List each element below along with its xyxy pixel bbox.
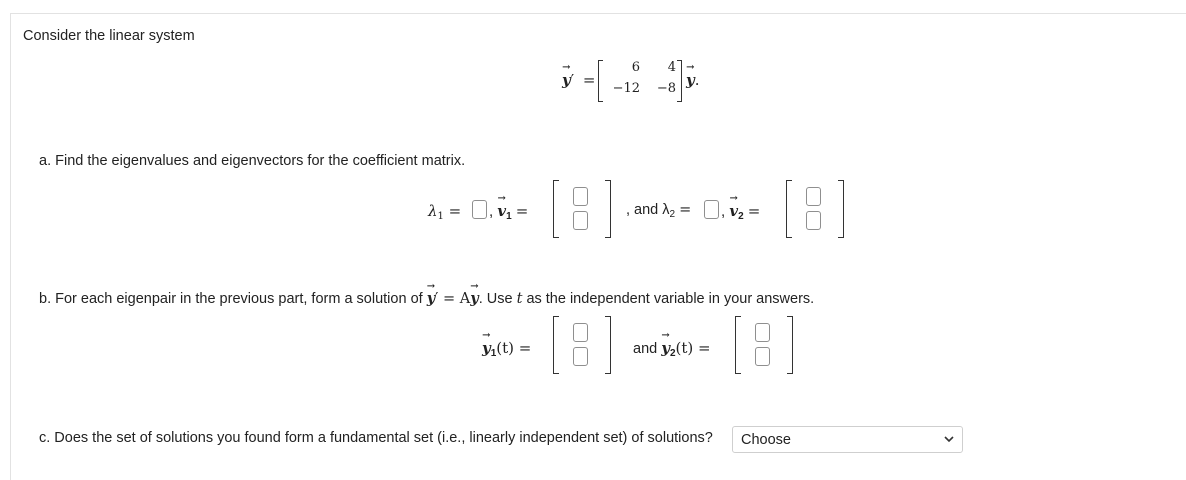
- equals-sign: =: [515, 202, 529, 220]
- right-bracket: [838, 180, 844, 238]
- y1-component-1-input[interactable]: [573, 323, 588, 342]
- and-lambda2-label: [626, 202, 691, 220]
- y2-subscript: 2: [669, 348, 676, 359]
- v-vector: → v: [729, 202, 738, 220]
- y2-argument: (t) =: [675, 339, 711, 357]
- matrix-cell-a12: 4: [667, 60, 676, 75]
- matrix-cell-a11: 6: [631, 60, 640, 75]
- v1-vector-input: [553, 180, 611, 238]
- v1-component-2-input[interactable]: [573, 211, 588, 230]
- lambda1-label: [428, 202, 461, 222]
- y1-label: [482, 339, 531, 359]
- v1-subscript: 1: [506, 211, 512, 222]
- y2-vector-input: [735, 316, 793, 374]
- y2-component-2-input[interactable]: [755, 347, 770, 366]
- left-bracket: [786, 180, 792, 238]
- lambda-symbol: λ: [428, 202, 438, 220]
- equals-sign: =: [679, 202, 692, 218]
- matrix-cell-a21: −12: [612, 81, 640, 96]
- v1-label: [489, 202, 528, 222]
- left-bracket: [553, 316, 559, 374]
- y1-argument: (t) =: [496, 339, 532, 357]
- equals-sign: =: [448, 202, 462, 220]
- equals-sign: =: [747, 202, 761, 220]
- right-bracket: [787, 316, 793, 374]
- y1-subscript: 1: [490, 348, 497, 359]
- t-variable: t: [516, 291, 523, 307]
- y2-component-1-input[interactable]: [755, 323, 770, 342]
- intro-text: Consider the linear system: [23, 28, 195, 44]
- y-vector: → y: [482, 339, 491, 357]
- matrix-cell-a22: −8: [656, 81, 676, 96]
- comma: ,: [489, 203, 494, 220]
- chevron-down-icon: [944, 435, 954, 443]
- right-bracket: [605, 180, 611, 238]
- lambda2-input[interactable]: [704, 200, 719, 219]
- y-vector: → y: [470, 290, 478, 307]
- y2-label: [633, 339, 711, 359]
- and-lambda-text: , and λ: [626, 202, 670, 218]
- part-b-question: [39, 290, 814, 307]
- part-a-question: a. Find the eigenvalues and eigenvectors for the coefficient matrix.: [39, 153, 466, 169]
- part-c-question: c. Does the set of solutions you found form a fundamental set (i.e., linearly independent set) of solutions?: [39, 430, 713, 446]
- right-bracket: [677, 60, 682, 102]
- select-value: Choose: [741, 432, 791, 448]
- y1-component-2-input[interactable]: [573, 347, 588, 366]
- y1-vector-input: [553, 316, 611, 374]
- v-vector: → v: [497, 202, 506, 220]
- v2-subscript: 2: [738, 211, 744, 222]
- v2-component-2-input[interactable]: [806, 211, 821, 230]
- system-rhs: [686, 71, 700, 89]
- part-b-prefix: b. For each eigenpair in the previous part, form a solution of: [39, 291, 423, 307]
- period: .: [694, 71, 700, 89]
- v2-vector-input: [786, 180, 844, 238]
- fundamental-set-select[interactable]: [732, 426, 963, 453]
- v2-component-1-input[interactable]: [806, 187, 821, 206]
- y-vector: → y: [427, 290, 435, 307]
- left-bracket: [553, 180, 559, 238]
- lambda1-subscript: 1: [437, 211, 444, 222]
- lambda1-input[interactable]: [472, 200, 487, 219]
- right-bracket: [605, 316, 611, 374]
- equals-sign: =: [582, 71, 596, 89]
- y-vector: → y: [562, 71, 571, 89]
- y-vector: → y: [661, 339, 670, 357]
- left-bracket: [735, 316, 741, 374]
- and-text: and: [633, 341, 658, 357]
- part-b-use: . Use: [478, 291, 513, 307]
- v1-component-1-input[interactable]: [573, 187, 588, 206]
- system-lhs: [562, 71, 595, 89]
- y-vector-rhs: → y: [686, 71, 695, 89]
- v2-label: [721, 202, 760, 222]
- equation-mid: ′ = A: [435, 291, 471, 307]
- lambda2-subscript: 2: [669, 209, 676, 220]
- prime-mark: ′: [570, 71, 575, 89]
- comma: ,: [721, 203, 726, 220]
- coefficient-matrix: [598, 58, 682, 104]
- part-b-suffix: as the independent variable in your answers.: [526, 291, 815, 307]
